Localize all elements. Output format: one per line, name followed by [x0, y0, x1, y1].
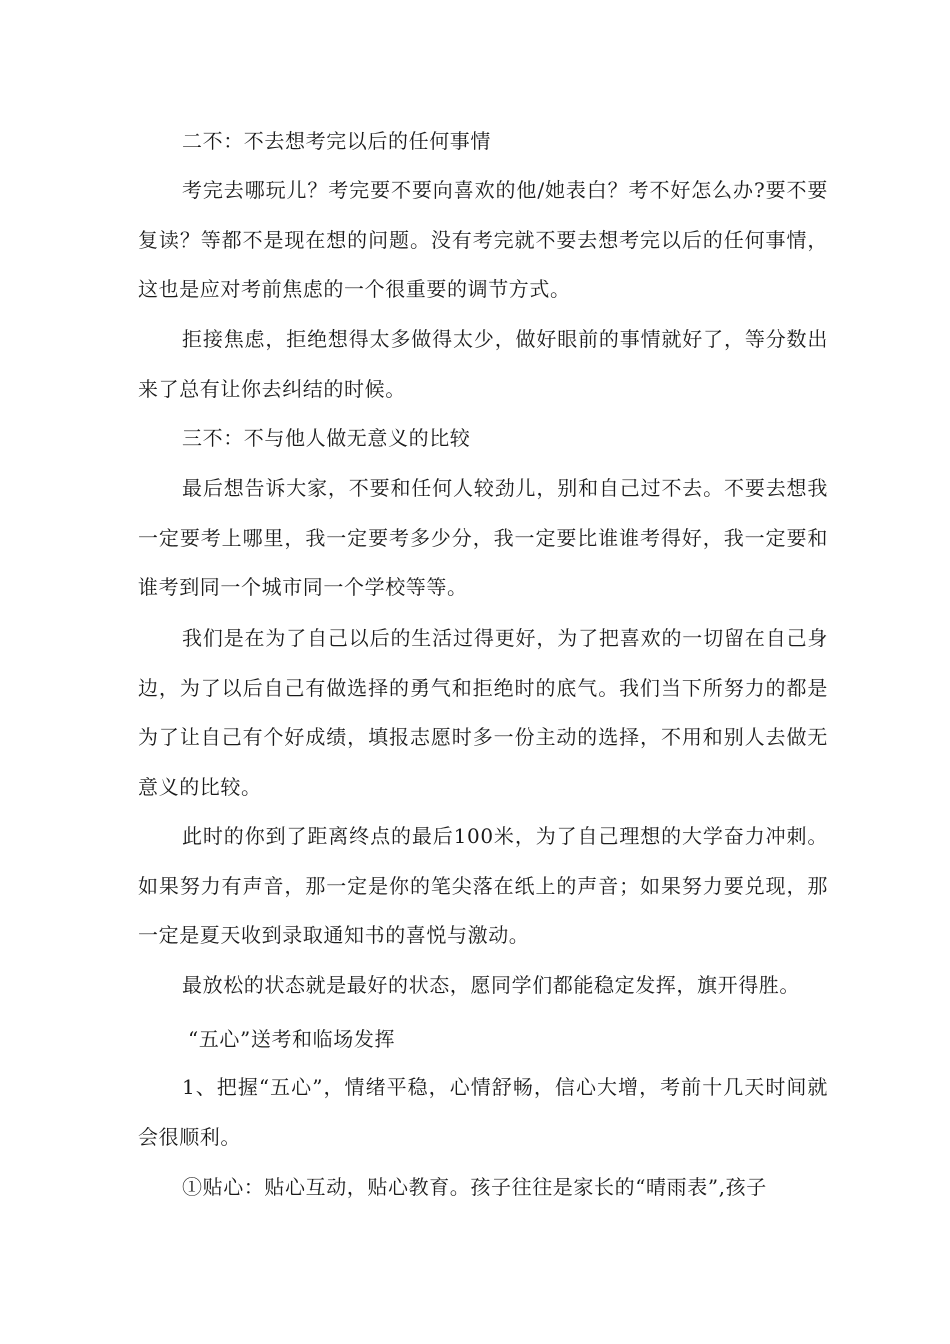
paragraph: 拒接焦虑，拒绝想得太多做得太少，做好眼前的事情就好了，等分数出来了总有让你去纠结的时候。 — [138, 327, 828, 401]
paragraph: 此时的你到了距离终点的最后100米，为了自己理想的大学奋力冲刺。如果努力有声音，那一定是你的笔尖落在纸上的声音；如果努力要兑现，那一定是夏天收到录取通知书的喜悦与激动。 — [138, 824, 828, 947]
section-heading-three: 三不：不与他人做无意义的比较 — [182, 426, 471, 450]
paragraph: 1、把握“五心”，情绪平稳，心情舒畅，信心大增，考前十几天时间就会很顺利。 — [138, 1075, 828, 1149]
paragraph: 我们是在为了自己以后的生活过得更好，为了把喜欢的一切留在自己身边，为了以后自己有做选择的勇气和拒绝时的底气。我们当下所努力的都是为了让自己有个好成绩，填报志愿时多一份主动的选择，不用和别人去做无意义的比较。 — [138, 626, 828, 799]
paragraph: 最放松的状态就是最好的状态，愿同学们都能稳定发挥，旗开得胜。 — [182, 973, 800, 997]
paragraph: 最后想告诉大家，不要和任何人较劲儿，别和自己过不去。不要去想我一定要考上哪里，我一定要考多少分，我一定要比谁谁考得好，我一定要和谁考到同一个城市同一个学校等等。 — [138, 476, 828, 599]
paragraph: 考完去哪玩儿？考完要不要向喜欢的他/她表白？考不好怎么办?要不要复读？等都不是现在想的问题。没有考完就不要去想考完以后的任何事情，这也是应对考前焦虑的一个很重要的调节方式。 — [138, 178, 828, 301]
section-heading-two: 二不：不去想考完以后的任何事情 — [182, 129, 491, 153]
section-heading-five-hearts: “五心”送考和临场发挥 — [188, 1027, 396, 1051]
paragraph: ①贴心：贴心互动，贴心教育。孩子往往是家长的“晴雨表”,孩子 — [182, 1175, 767, 1199]
